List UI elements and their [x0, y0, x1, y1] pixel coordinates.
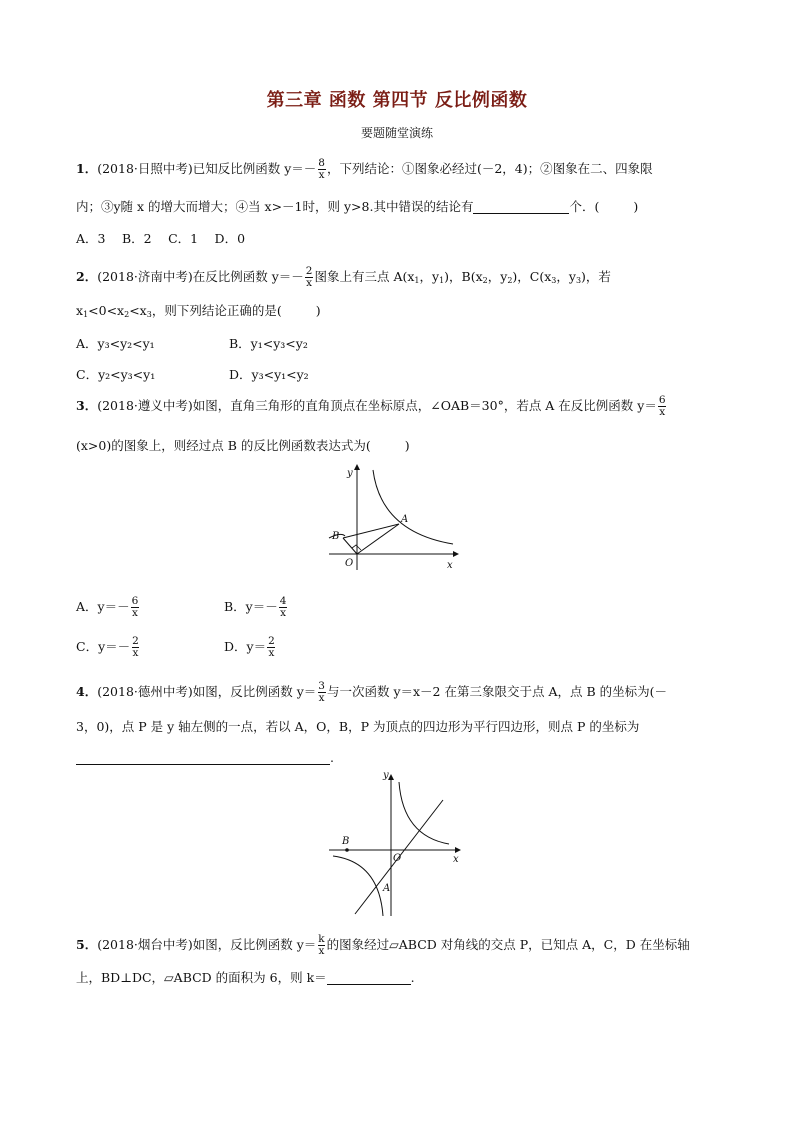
q1-line2 — [76, 199, 638, 214]
q4-period: . — [330, 750, 334, 765]
q1-number: 1． — [76, 161, 98, 177]
q3-opt-a-pre: A．y＝－ — [76, 599, 130, 615]
q4-answer-blank[interactable] — [76, 752, 330, 765]
q3-figure — [325, 462, 465, 574]
q4-line3 — [76, 750, 334, 765]
q3-option-c — [76, 636, 141, 659]
q2-text-a: (2018·济南中考)在反比例函数 y＝－ — [97, 269, 304, 285]
q4-number: 4． — [76, 684, 98, 700]
q2-text-b: 图象上有三点 A(x — [314, 269, 415, 285]
q5-text-b: 的图象经过▱ABCD 对角线的交点 P，已知点 A，C，D 在坐标轴 — [326, 937, 690, 953]
q5-line2 — [76, 970, 415, 985]
q3-opt-d-frac: $\frac{2}{x}$ — [268, 635, 275, 660]
q3-segment-oa — [357, 524, 399, 554]
q3-opt-b-frac: $\frac{4}{x}$ — [279, 595, 287, 620]
q3-label-x: x — [447, 560, 453, 571]
q2-text-c: ，y — [419, 269, 440, 285]
q3-line1 — [76, 395, 668, 418]
q5-text-line2: 上，BD⊥DC，▱ABCD 的面积为 6，则 k＝ — [76, 970, 327, 985]
q2-option-a: A．y₃<y₂<y₁ — [76, 336, 155, 351]
q3-text-a: (2018·遵义中考)如图，直角三角形的直角顶点在坐标原点，∠OAB＝30°，若点 A 在反比例函数 y＝ — [97, 398, 657, 414]
q1-tail: 个．( — [569, 199, 600, 214]
q4-fraction: $\frac{3}{x}$ — [318, 680, 325, 705]
q2-sub: 1 — [414, 276, 420, 286]
q3-close-paren: ) — [404, 438, 410, 453]
q4-curve-q3 — [333, 856, 383, 916]
q2-prompt: ，则下列结论正确的是( — [151, 303, 282, 318]
q4-text-b: 与一次函数 y＝x－2 在第三象限交于点 A，点 B 的坐标为(－ — [326, 684, 667, 700]
q2-fraction: $\frac{2}{x}$ — [305, 265, 313, 290]
q4-line1 — [76, 681, 667, 704]
q3-text-line2: (x>0)的图象上，则经过点 B 的反比例函数表达式为( — [76, 438, 371, 453]
q5-text-a: (2018·烟台中考)如图，反比例函数 y＝ — [97, 937, 317, 953]
q2-sub: 2 — [482, 276, 488, 286]
q2-ineq-b: <x — [129, 303, 147, 318]
arrow-icon — [453, 551, 459, 557]
q2-option-d: D．y₃<y₁<y₂ — [229, 367, 309, 382]
q2-sub: 3 — [146, 310, 152, 319]
q4-text-a: (2018·德州中考)如图，反比例函数 y＝ — [97, 684, 317, 700]
q3-segment-ab — [343, 524, 399, 538]
q5-answer-blank[interactable] — [327, 972, 411, 985]
q3-label-o: O — [345, 558, 354, 569]
q1-text-line2: 内；③y随 x 的增大而增大；④当 x>－1时，则 y>8.其中错误的结论有 — [76, 199, 474, 214]
q2-close-paren: ) — [315, 303, 321, 318]
q2-option-c: C．y₂<y₃<y₁ — [76, 367, 156, 382]
q4-point-b — [345, 848, 349, 852]
q4-label-o: O — [393, 853, 402, 864]
q2-text-g: ，y — [556, 269, 576, 285]
q1-close-paren: ) — [633, 199, 639, 214]
q3-number: 3． — [76, 398, 98, 414]
page-subtitle: 要题随堂演练 — [360, 126, 433, 140]
q4-line2: 3，0)，点 P 是 y 轴左侧的一点，若以 A，O，B，P 为顶点的四边形为平行四边形，则点 P 的坐标为 — [76, 719, 640, 734]
q2-sub: 3 — [575, 276, 582, 286]
q3-option-a — [76, 596, 140, 619]
q3-line2 — [76, 438, 410, 453]
q2-line1 — [76, 266, 611, 289]
q3-label-a: A — [401, 514, 409, 525]
q2-ineq-a: <0<x — [88, 303, 125, 318]
q1-text-b: ，下列结论：①图象必经过(－2，4)；②图象在二、四象限 — [326, 161, 653, 177]
q1-answer-blank[interactable] — [473, 213, 569, 214]
q2-text-h: )，若 — [581, 269, 611, 285]
q1-text-a: (2018·日照中考)已知反比例函数 y＝－ — [97, 161, 317, 177]
q3-opt-d-pre: D．y＝ — [224, 639, 267, 655]
q2-sub: 3 — [551, 276, 557, 286]
q3-opt-c-pre: C．y＝－ — [76, 639, 131, 655]
q2-sub: 1 — [83, 310, 89, 319]
arrow-icon — [354, 464, 360, 470]
q4-figure — [325, 770, 465, 918]
q5-line1 — [76, 934, 690, 957]
q4-curve-q1 — [399, 782, 449, 844]
arrow-icon — [455, 847, 461, 853]
q2-sub: 2 — [507, 276, 513, 286]
q2-text-f: )，C(x — [512, 269, 552, 285]
q3-opt-c-frac: $\frac{2}{x}$ — [132, 635, 139, 660]
q5-fraction: $\frac{k}{x}$ — [318, 933, 325, 958]
q4-label-b: B — [342, 836, 350, 847]
q4-label-x: x — [453, 854, 459, 865]
q3-fraction: $\frac{6}{x}$ — [658, 394, 666, 419]
q2-number: 2． — [76, 269, 98, 285]
page-title: 第三章 函数 第四节 反比例函数 — [266, 90, 528, 111]
q3-option-d — [224, 636, 277, 659]
q5-number: 5． — [76, 937, 98, 953]
q2-x: x — [76, 303, 84, 318]
q2-line2 — [76, 303, 321, 320]
q2-option-b: B．y₁<y₃<y₂ — [229, 336, 308, 351]
q2-sub: 1 — [439, 276, 445, 286]
q1-options: A．3 B．2 C．1 D．0 — [76, 231, 246, 246]
q2-text-d: )，B(x — [444, 269, 483, 285]
q3-label-y: y — [347, 468, 353, 479]
q3-opt-a-frac: $\frac{6}{x}$ — [131, 595, 139, 620]
q5-period: . — [410, 970, 415, 985]
q3-curve-right — [373, 470, 453, 544]
q2-text-e: ，y — [487, 269, 508, 285]
q1-line1 — [76, 158, 653, 181]
q3-option-b — [224, 596, 288, 619]
q4-label-y: y — [383, 770, 389, 781]
arrow-icon — [388, 774, 394, 780]
q1-fraction: $\frac{8}{x}$ — [318, 157, 325, 182]
q3-opt-b-pre: B．y＝－ — [224, 599, 278, 615]
q3-label-b: B — [332, 531, 340, 542]
q4-label-a: A — [383, 883, 391, 894]
q2-sub: 2 — [124, 310, 130, 319]
